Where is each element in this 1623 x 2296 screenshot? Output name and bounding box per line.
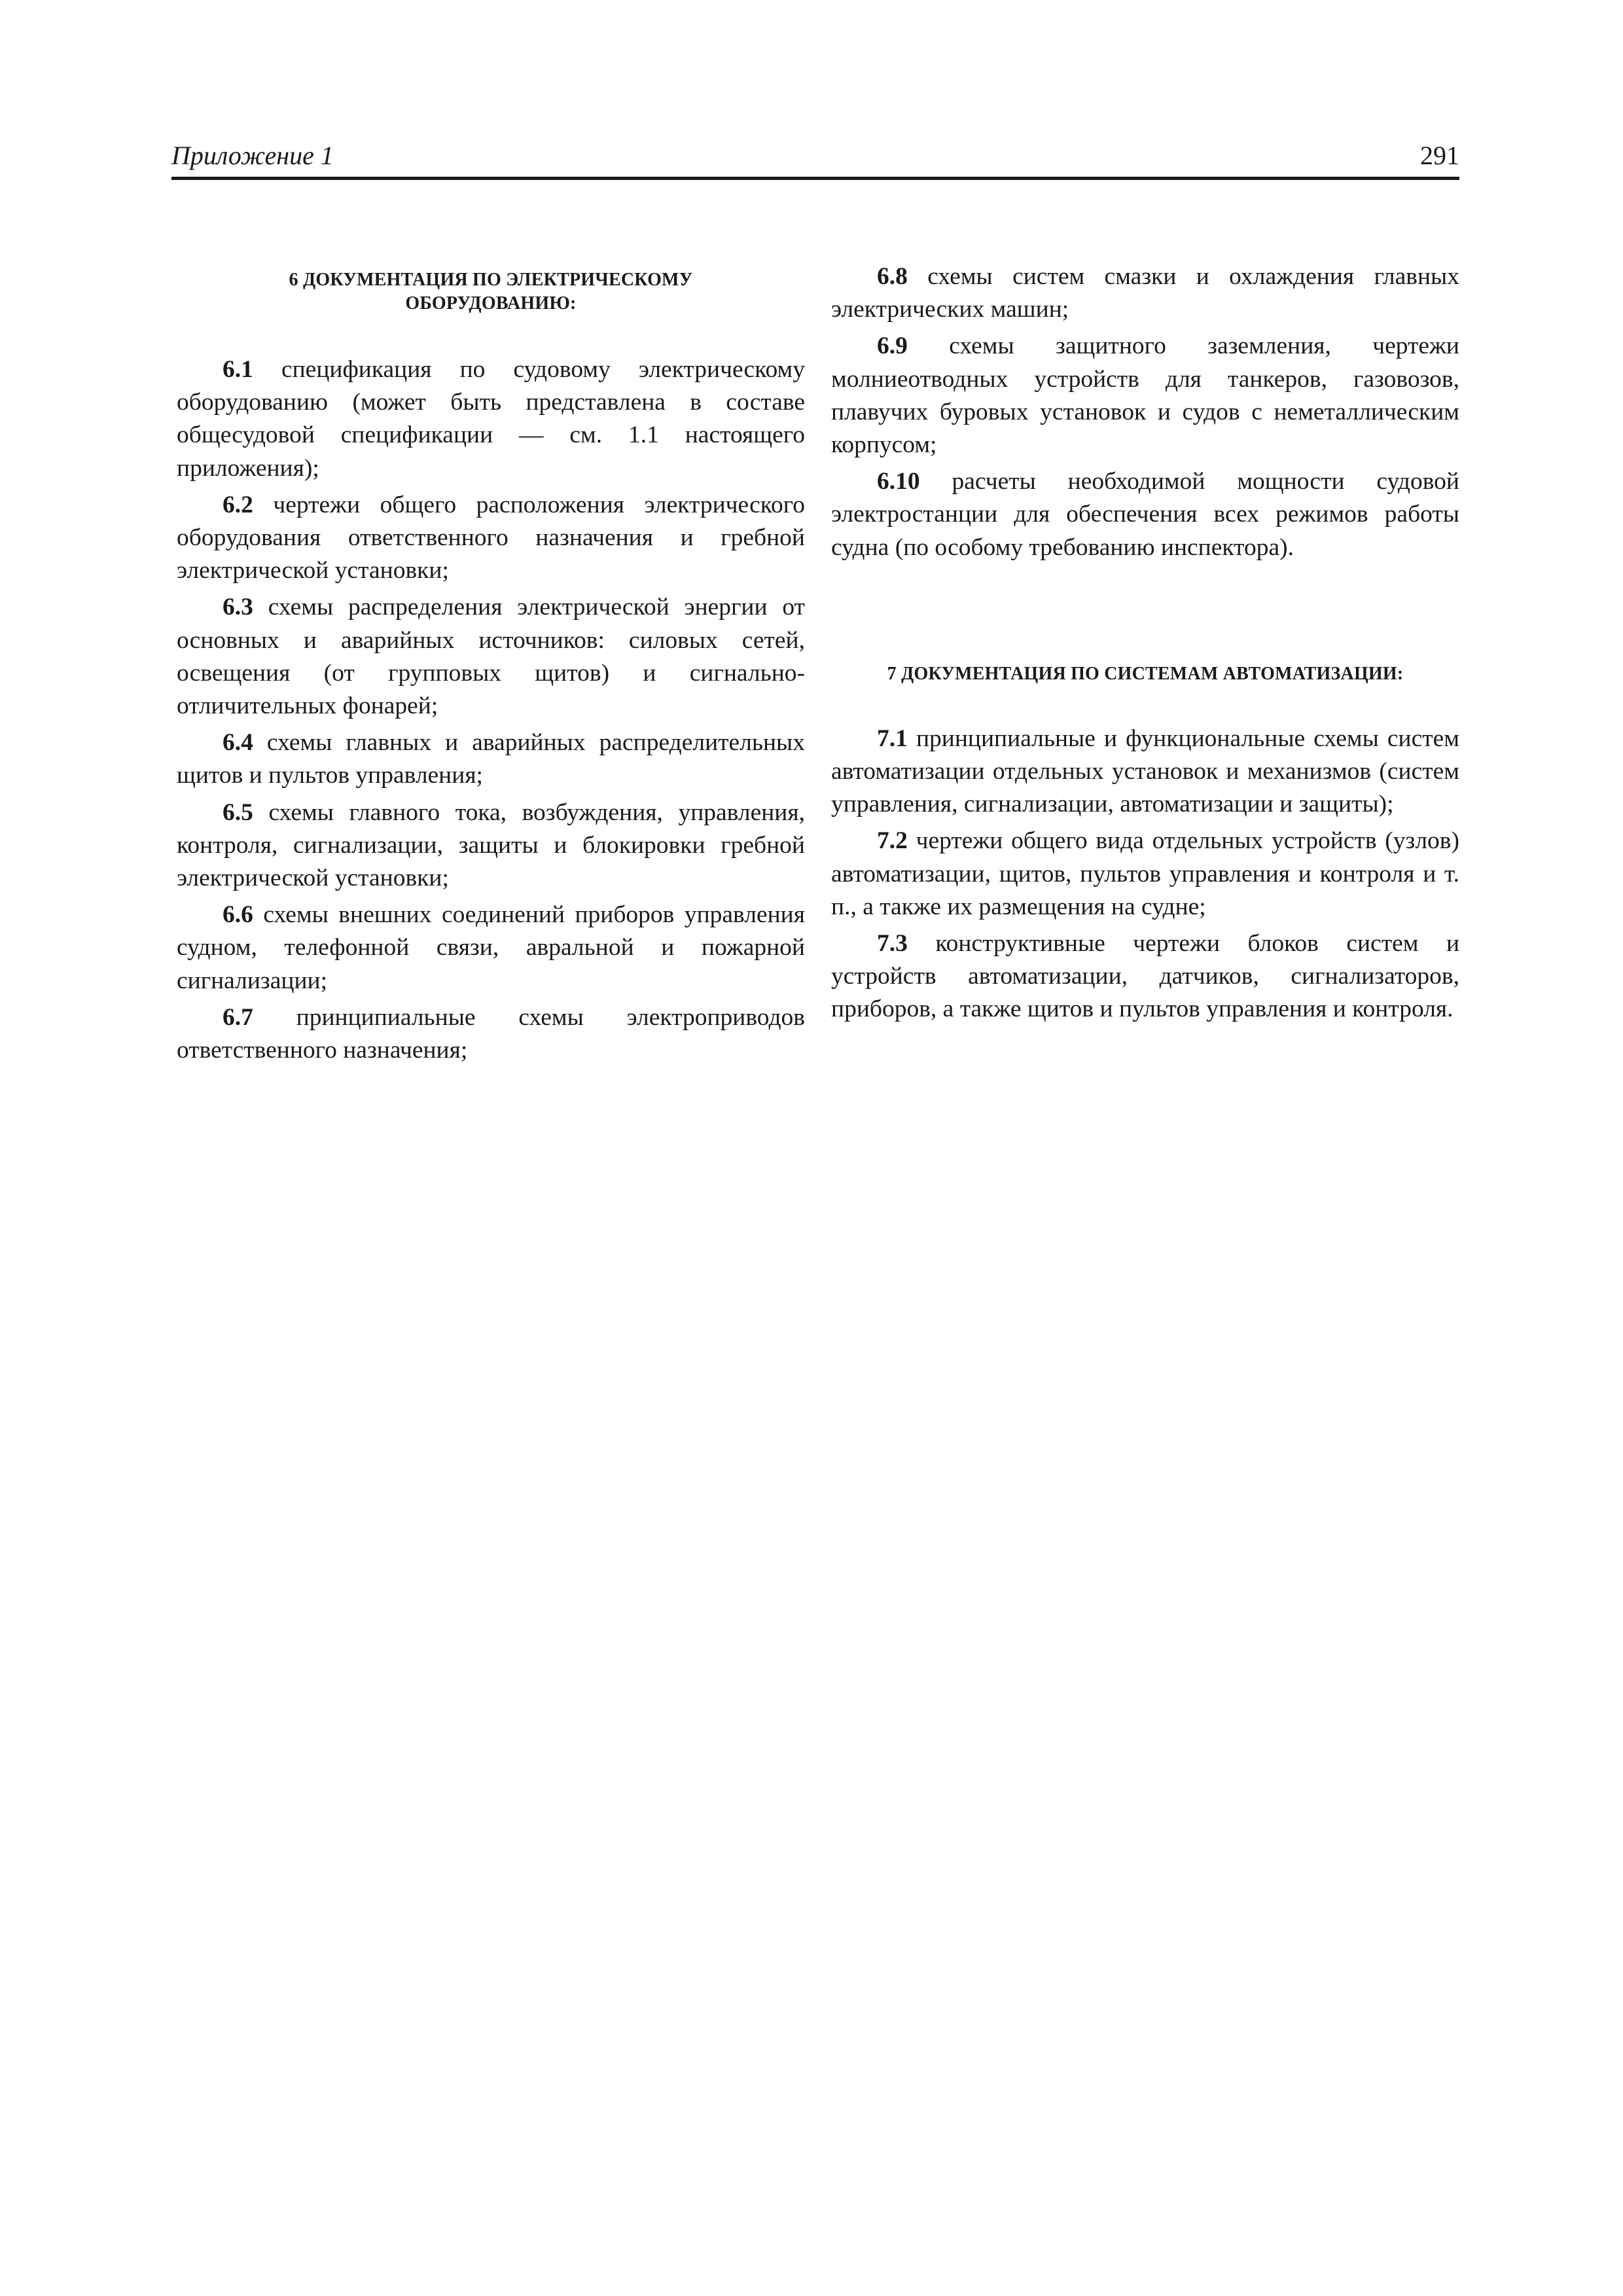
- list-item: [177, 797, 805, 895]
- list-item: [831, 825, 1459, 924]
- list-item: [177, 591, 805, 723]
- page-number: 291: [1420, 141, 1459, 170]
- item-text: схемы внешних соединений приборов управления судном, телефонной связи, авральной и пожарной сигнализации;: [177, 901, 805, 994]
- page-header: [171, 140, 1459, 178]
- list-item: [831, 330, 1459, 461]
- item-number: 7.1: [877, 725, 908, 752]
- list-item: [177, 1001, 805, 1067]
- item-text: схемы защитного заземления, чертежи молниеотводных устройств для танкеров, газовозов, плавучих буровых установок и судов с неметаллическим корпусом;: [831, 332, 1459, 459]
- item-text: принципиальные схемы электроприводов ответственного назначения;: [177, 1003, 806, 1064]
- item-number: 7.3: [877, 930, 908, 958]
- item-text: схемы систем смазки и охлаждения главных электрических машин;: [831, 263, 1459, 323]
- item-number: 6.1: [223, 356, 253, 383]
- list-item: [177, 899, 805, 997]
- item-text: схемы главного тока, возбуждения, управления, контроля, сигнализации, защиты и блокировки гребной электрической установки;: [177, 798, 806, 892]
- item-number: 6.6: [223, 901, 253, 929]
- list-item: [177, 353, 805, 485]
- item-text: принципиальные и функциональные схемы систем автоматизации отдельных установок и механизмов (систем управления, сигнализации, автоматизации и защиты);: [831, 725, 1459, 818]
- item-text: чертежи общего вида отдельных устройств (узлов) автоматизации, щитов, пультов управления и контроля и т. п., а также их размещения на судне;: [831, 827, 1460, 920]
- item-text: схемы главных и аварийных распределительных щитов и пультов управления;: [177, 729, 806, 789]
- left-column: [177, 260, 805, 1071]
- item-number: 6.7: [223, 1003, 253, 1031]
- item-text: чертежи общего расположения электрического оборудования ответственного назначения и гребной электрической установки;: [177, 491, 806, 584]
- header-rule: [171, 177, 1459, 180]
- item-number: 6.5: [223, 798, 253, 826]
- item-text: конструктивные чертежи блоков систем и устройств автоматизации, датчиков, сигнализаторов, приборов, а также щитов и пультов управления и контроля.: [831, 930, 1460, 1023]
- list-item: [177, 726, 805, 792]
- item-number: 6.10: [877, 468, 920, 495]
- item-number: 6.2: [223, 491, 253, 518]
- list-item: [831, 723, 1459, 821]
- list-item: [831, 465, 1459, 564]
- running-title: Приложение 1: [171, 141, 334, 170]
- item-text: схемы распределения электрической энергии от основных и аварийных источников: силовых сетей, освещения (от групповых щитов) и сигнально-отличительных фонарей;: [177, 594, 806, 720]
- item-number: 6.4: [223, 729, 253, 757]
- right-column: [831, 260, 1459, 1030]
- list-item: [831, 260, 1459, 326]
- item-number: 6.8: [877, 263, 908, 290]
- section-6-heading: 6 ДОКУМЕНТАЦИЯ ПО ЭЛЕКТРИЧЕСКОМУ ОБОРУДОВАНИЮ:: [289, 270, 693, 314]
- item-text: спецификация по судовому электрическому оборудованию (может быть представлена в составе общесудовой спецификации — см. 1.1 настоящего приложения);: [177, 356, 805, 482]
- item-number: 6.9: [877, 332, 908, 360]
- item-number: 6.3: [223, 594, 253, 621]
- item-text: расчеты необходимой мощности судовой электростанции для обеспечения всех режимов работы судна (по особому требованию инспектора).: [831, 468, 1459, 561]
- item-number: 7.2: [877, 827, 908, 855]
- list-item: [177, 489, 805, 588]
- list-item: [831, 927, 1459, 1026]
- section-7-heading: 7 ДОКУМЕНТАЦИЯ ПО СИСТЕМАМ АВТОМАТИЗАЦИИ:: [887, 663, 1404, 684]
